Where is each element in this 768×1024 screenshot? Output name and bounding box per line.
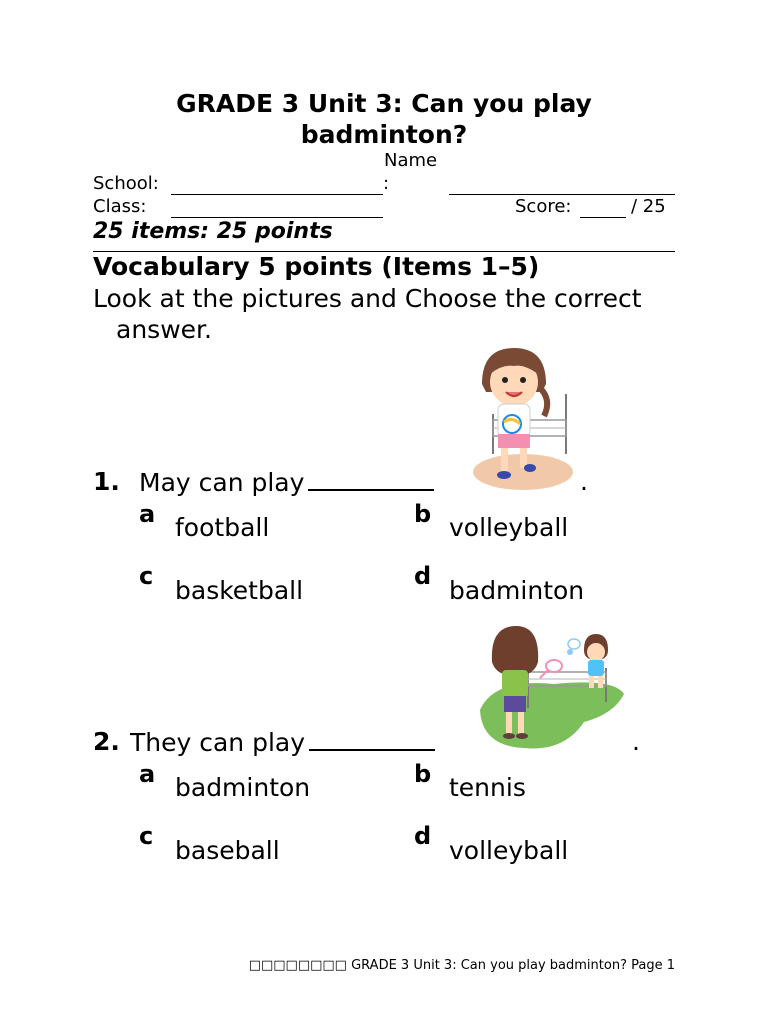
question-2-option-a-letter: a xyxy=(139,760,156,788)
class-label: Class: xyxy=(93,196,147,217)
question-2-answer-blank[interactable] xyxy=(309,727,435,751)
question-2-period: . xyxy=(632,727,640,756)
question-1-option-d[interactable]: badminton xyxy=(449,576,585,605)
question-2-option-a[interactable]: badminton xyxy=(175,773,311,802)
title-line-1: GRADE 3 Unit 3: Can you play xyxy=(176,89,592,118)
children-badminton-icon xyxy=(474,622,626,754)
question-1-answer-blank[interactable] xyxy=(308,467,434,491)
question-2-option-b[interactable]: tennis xyxy=(449,773,526,802)
name-label: Name xyxy=(384,150,438,171)
footer-prefix: □□□□□□□□ xyxy=(248,958,347,973)
question-2-option-d-letter: d xyxy=(414,822,432,850)
question-1-prompt: May can play xyxy=(139,468,305,497)
question-1-option-a[interactable]: football xyxy=(175,513,270,542)
section-title: Vocabulary 5 points (Items 1–5) xyxy=(93,252,540,281)
question-2-option-c[interactable]: baseball xyxy=(175,836,280,865)
footer-title: GRADE 3 Unit 3: Can you play badminton? xyxy=(351,958,627,973)
title-line-2: badminton? xyxy=(300,120,468,149)
question-1-option-d-letter: d xyxy=(414,562,432,590)
score-blank[interactable] xyxy=(580,217,626,218)
instruction-text: Look at the pictures and Choose the correct answer. xyxy=(93,284,642,344)
name-colon: : xyxy=(383,173,390,194)
question-2-number: 2. xyxy=(93,727,120,756)
question-1-text xyxy=(139,467,434,497)
page-footer xyxy=(249,958,675,973)
question-2-option-d[interactable]: volleyball xyxy=(449,836,569,865)
question-1-option-b[interactable]: volleyball xyxy=(449,513,569,542)
score-label: Score: xyxy=(515,196,572,217)
question-1-option-b-letter: b xyxy=(414,500,432,528)
question-1-option-a-letter: a xyxy=(139,500,156,528)
question-2-prompt: They can play xyxy=(130,728,306,757)
school-blank[interactable] xyxy=(171,194,383,195)
question-1-number: 1. xyxy=(93,467,120,496)
footer-page-number: Page 1 xyxy=(631,958,675,973)
class-blank[interactable] xyxy=(171,217,383,218)
question-1-option-c[interactable]: basketball xyxy=(175,576,304,605)
girl-volleyball-icon xyxy=(468,344,578,492)
page-title xyxy=(93,88,675,150)
question-2-text xyxy=(130,727,435,757)
score-total: / 25 xyxy=(631,196,666,217)
question-2-option-c-letter: c xyxy=(139,822,154,850)
question-2-option-b-letter: b xyxy=(414,760,432,788)
items-points-label: 25 items: 25 points xyxy=(93,219,333,244)
name-blank[interactable] xyxy=(449,194,675,195)
question-1-period: . xyxy=(580,467,588,496)
school-label: School: xyxy=(93,173,159,194)
question-1-option-c-letter: c xyxy=(139,562,154,590)
